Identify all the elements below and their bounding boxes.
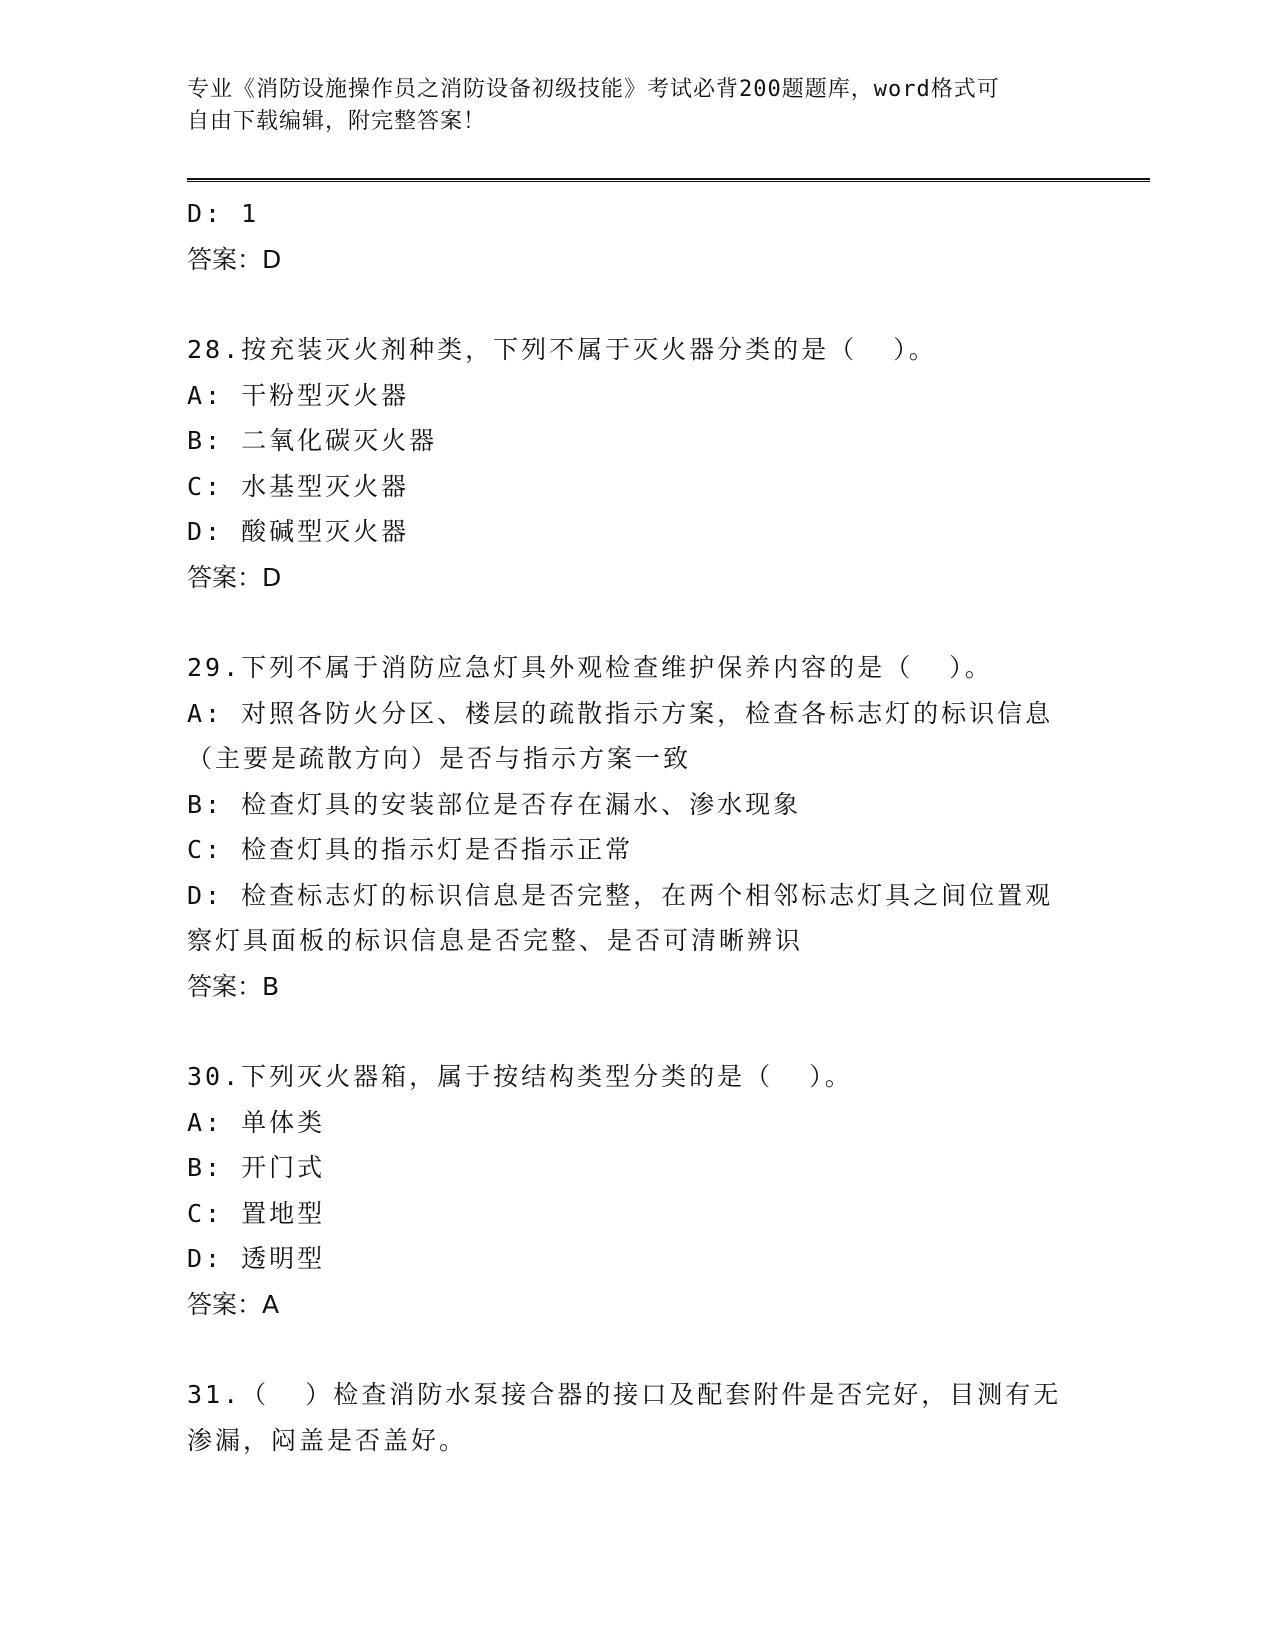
- answer: 答案：D: [187, 562, 282, 592]
- question-list: [187, 191, 1077, 1463]
- option-d: D: 1: [187, 199, 260, 228]
- header-title-line-1: 专业《消防设施操作员之消防设备初级技能》考试必背200题题库，word格式可: [187, 77, 1000, 102]
- question-text: 28.按充装灭火剂种类，下列不属于灭火器分类的是（ ）。: [187, 335, 937, 364]
- answer: 答案：A: [187, 1289, 280, 1319]
- option-a-line-1: A: 对照各防火分区、楼层的疏散指示方案，检查各标志灯的标识信息: [187, 698, 1054, 728]
- spacer: [187, 1009, 1077, 1054]
- option-a: A: 单体类: [187, 1107, 326, 1137]
- question-text-line-2: 渗漏，闷盖是否盖好。: [187, 1425, 468, 1455]
- option-c: C: 置地型: [187, 1198, 326, 1228]
- option-b: B: 二氧化碳灭火器: [187, 426, 438, 455]
- option-c: C: 检查灯具的指示灯是否指示正常: [187, 835, 634, 864]
- header-divider: [187, 178, 1150, 182]
- option-a-line-2: （主要是疏散方向）是否与指示方案一致: [187, 744, 692, 773]
- option-c: C: 水基型灭火器: [187, 471, 410, 501]
- option-d: D: 透明型: [187, 1244, 326, 1273]
- option-b: B: 开门式: [187, 1153, 326, 1182]
- question-29: [187, 645, 1077, 1009]
- spacer: [187, 600, 1077, 645]
- option-b: B: 检查灯具的安装部位是否存在漏水、渗水现象: [187, 789, 802, 819]
- option-d-line-1: D: 检查标志灯的标识信息是否完整，在两个相邻标志灯具之间位置观: [187, 880, 1054, 910]
- answer: 答案：D: [187, 244, 282, 274]
- question-text: 29.下列不属于消防应急灯具外观检查维护保养内容的是（ ）。: [187, 653, 993, 682]
- question-text-line-1: 31.（ ）检查消防水泵接合器的接口及配套附件是否完好，目测有无: [187, 1380, 1062, 1409]
- question-27-tail: [187, 191, 1077, 282]
- question-31: [187, 1372, 1077, 1463]
- answer: 答案：B: [187, 971, 280, 1001]
- question-30: [187, 1054, 1077, 1327]
- option-a: A: 干粉型灭火器: [187, 380, 410, 410]
- option-d-line-2: 察灯具面板的标识信息是否完整、是否可清晰辨识: [187, 926, 804, 955]
- spacer: [187, 1327, 1077, 1372]
- question-text: 30.下列灭火器箱，属于按结构类型分类的是（ ）。: [187, 1062, 853, 1091]
- question-28: [187, 327, 1077, 600]
- document-header: [187, 74, 1067, 138]
- header-title-line-2: 自由下载编辑，附完整答案！: [187, 109, 487, 134]
- spacer: [187, 282, 1077, 327]
- option-d: D: 酸碱型灭火器: [187, 517, 410, 546]
